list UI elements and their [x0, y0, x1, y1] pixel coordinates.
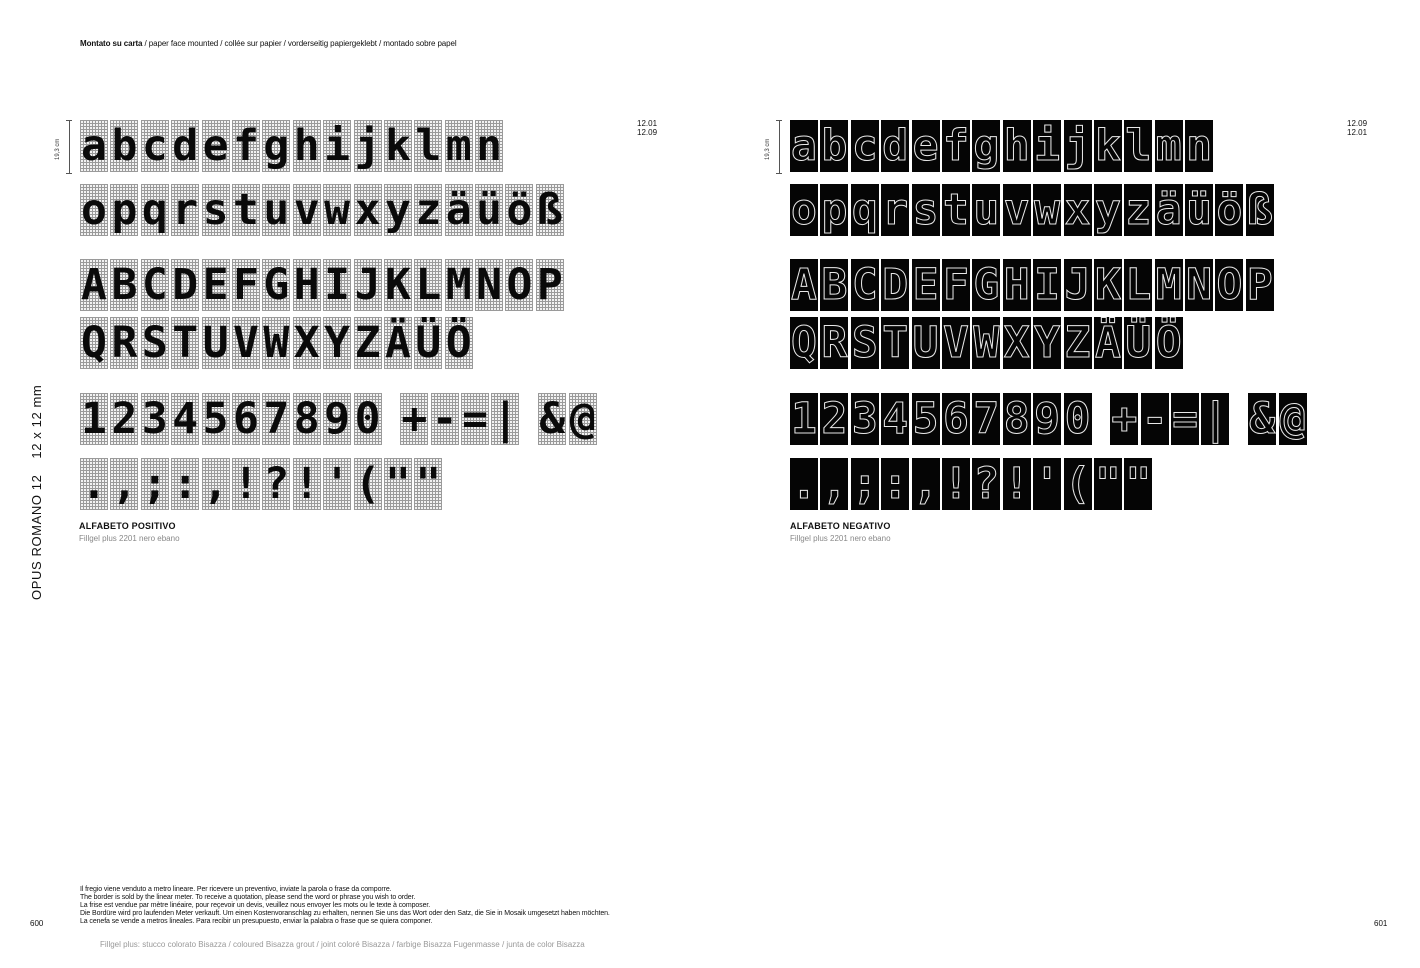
- negative-row-6: [790, 458, 1155, 510]
- tile-spacer: [522, 393, 536, 445]
- tile-spacer: [1094, 393, 1108, 445]
- negative-row-5: [790, 393, 1309, 445]
- letter-tile: m: [445, 121, 472, 171]
- letter-tile: (: [1064, 459, 1091, 509]
- letter-tile: d: [882, 121, 909, 171]
- letter-tile: .: [791, 459, 817, 509]
- letter-tile: i: [1034, 121, 1061, 171]
- letter-tile: :: [882, 459, 909, 509]
- letter-tile: V: [943, 318, 969, 368]
- letter-tile: f: [943, 121, 969, 171]
- order-notes: [80, 886, 610, 926]
- letter-tile: :: [172, 459, 199, 509]
- letter-tile: S: [851, 318, 878, 368]
- side-title: [29, 385, 44, 600]
- letter-tile: J: [354, 260, 381, 310]
- letter-tile: ": [1125, 459, 1152, 509]
- letter-tile: R: [821, 318, 848, 368]
- letter-tile: ü: [476, 185, 503, 235]
- letter-tile: x: [354, 185, 381, 235]
- letter-tile: Q: [81, 318, 107, 368]
- letter-tile: i: [324, 121, 351, 171]
- dimension-label-left: 19,3 cm: [55, 138, 61, 160]
- letter-tile: f: [233, 121, 259, 171]
- left-code-2: 12.09: [637, 128, 658, 137]
- letter-tile: w: [324, 185, 351, 235]
- letter-tile: M: [1155, 260, 1182, 310]
- header-bold: Montato su carta: [80, 39, 143, 48]
- letter-tile: X: [1003, 318, 1030, 368]
- letter-tile: N: [476, 260, 503, 310]
- letter-tile: M: [445, 260, 472, 310]
- letter-tile: D: [172, 260, 199, 310]
- letter-tile: d: [172, 121, 199, 171]
- letter-tile: l: [1125, 121, 1152, 171]
- letter-tile: m: [1155, 121, 1182, 171]
- letter-tile: ;: [851, 459, 878, 509]
- letter-tile: !: [943, 459, 969, 509]
- left-code-1: 12.01: [637, 119, 658, 128]
- letter-tile: 6: [233, 394, 259, 444]
- letter-tile: S: [141, 318, 168, 368]
- letter-tile: I: [324, 260, 351, 310]
- negative-row-3: [790, 259, 1276, 311]
- letter-tile: 7: [973, 394, 1000, 444]
- letter-tile: +: [401, 394, 428, 444]
- letter-tile: e: [912, 121, 939, 171]
- letter-tile: ,: [912, 459, 939, 509]
- letter-tile: U: [912, 318, 939, 368]
- letter-tile: a: [81, 121, 107, 171]
- letter-tile: T: [172, 318, 199, 368]
- letter-tile: Ö: [445, 318, 472, 368]
- tile-spacer: [384, 393, 398, 445]
- letter-tile: 5: [202, 394, 229, 444]
- letter-tile: Ä: [384, 318, 411, 368]
- letter-tile: ?: [973, 459, 1000, 509]
- letter-tile: 4: [882, 394, 909, 444]
- letter-tile: Ö: [1155, 318, 1182, 368]
- letter-tile: .: [81, 459, 107, 509]
- negative-row-2: [790, 184, 1276, 236]
- letter-tile: H: [1003, 260, 1030, 310]
- page-number-left: 600: [30, 919, 44, 928]
- letter-tile: E: [202, 260, 229, 310]
- letter-tile: 3: [141, 394, 168, 444]
- letter-tile: k: [384, 121, 411, 171]
- letter-tile: 5: [912, 394, 939, 444]
- letter-tile: g: [973, 121, 1000, 171]
- letter-tile: &: [1249, 394, 1276, 444]
- letter-tile: B: [111, 260, 138, 310]
- letter-tile: G: [973, 260, 1000, 310]
- note-en: The border is sold by the linear meter. To receive a quotation, please send the word or phrase you wish to order.: [80, 894, 416, 901]
- side-title-name: OPUS ROMANO 12: [29, 474, 44, 600]
- letter-tile: !: [1003, 459, 1030, 509]
- letter-tile: !: [293, 459, 320, 509]
- letter-tile: r: [882, 185, 909, 235]
- letter-tile: 8: [1003, 394, 1030, 444]
- letter-tile: 9: [324, 394, 351, 444]
- letter-tile: 7: [263, 394, 290, 444]
- right-code-2: 12.01: [1347, 128, 1368, 137]
- note-es: La cenefa se vende a metros lineales. Para recibir un presupuesto, enviar la palabra o frase que se quiera componer.: [80, 918, 433, 925]
- letter-tile: ": [1094, 459, 1121, 509]
- dimension-bracket-right: [776, 120, 782, 174]
- letter-tile: u: [263, 185, 290, 235]
- letter-tile: 0: [354, 394, 381, 444]
- dimension-bracket-left: [66, 120, 72, 174]
- positive-row-2: [80, 184, 566, 236]
- letter-tile: P: [536, 260, 563, 310]
- letter-tile: 1: [81, 394, 107, 444]
- letter-tile: k: [1094, 121, 1121, 171]
- letter-tile: 6: [943, 394, 969, 444]
- letter-tile: L: [415, 260, 442, 310]
- letter-tile: x: [1064, 185, 1091, 235]
- letter-tile: Q: [791, 318, 817, 368]
- letter-tile: L: [1125, 260, 1152, 310]
- letter-tile: H: [293, 260, 320, 310]
- grout-footer: Fillgel plus: stucco colorato Bisazza / coloured Bisazza grout / joint coloré Bisazza / farbige Bisazza Fugenmasse / junta de color Bisazza: [100, 940, 585, 949]
- letter-tile: ü: [1186, 185, 1213, 235]
- letter-tile: t: [943, 185, 969, 235]
- letter-tile: Y: [324, 318, 351, 368]
- letter-tile: X: [293, 318, 320, 368]
- letter-tile: s: [202, 185, 229, 235]
- letter-tile: z: [1125, 185, 1152, 235]
- tile-spacer: [1232, 393, 1246, 445]
- side-title-size: 12 x 12 mm: [29, 384, 44, 459]
- positive-row-1: [80, 120, 505, 172]
- letter-tile: r: [172, 185, 199, 235]
- letter-tile: g: [263, 121, 290, 171]
- letter-tile: l: [415, 121, 442, 171]
- letter-tile: N: [1186, 260, 1213, 310]
- letter-tile: v: [1003, 185, 1030, 235]
- letter-tile: c: [851, 121, 878, 171]
- letter-tile: I: [1034, 260, 1061, 310]
- letter-tile: F: [233, 260, 259, 310]
- letter-tile: |: [1202, 394, 1229, 444]
- letter-tile: h: [1003, 121, 1030, 171]
- letter-tile: U: [202, 318, 229, 368]
- letter-tile: 9: [1034, 394, 1061, 444]
- letter-tile: p: [821, 185, 848, 235]
- letter-tile: s: [912, 185, 939, 235]
- letter-tile: Z: [1064, 318, 1091, 368]
- letter-tile: 0: [1064, 394, 1091, 444]
- letter-tile: @: [569, 394, 596, 444]
- page-number-right: 601: [1374, 919, 1388, 928]
- letter-tile: ,: [202, 459, 229, 509]
- letter-tile: R: [111, 318, 138, 368]
- letter-tile: ": [415, 459, 442, 509]
- letter-tile: ": [384, 459, 411, 509]
- letter-tile: Y: [1034, 318, 1061, 368]
- letter-tile: C: [851, 260, 878, 310]
- dimension-label-right: 19,3 cm: [765, 138, 771, 160]
- caption-negative-title: ALFABETO NEGATIVO: [790, 521, 891, 531]
- letter-tile: ,: [111, 459, 138, 509]
- letter-tile: o: [81, 185, 107, 235]
- letter-tile: (: [354, 459, 381, 509]
- letter-tile: n: [476, 121, 503, 171]
- letter-tile: E: [912, 260, 939, 310]
- letter-tile: Ä: [1094, 318, 1121, 368]
- letter-tile: q: [851, 185, 878, 235]
- letter-tile: h: [293, 121, 320, 171]
- letter-tile: ': [324, 459, 351, 509]
- letter-tile: G: [263, 260, 290, 310]
- letter-tile: C: [141, 260, 168, 310]
- letter-tile: B: [821, 260, 848, 310]
- letter-tile: c: [141, 121, 168, 171]
- positive-row-4: [80, 317, 475, 369]
- letter-tile: D: [882, 260, 909, 310]
- letter-tile: t: [233, 185, 259, 235]
- positive-row-3: [80, 259, 566, 311]
- letter-tile: a: [791, 121, 817, 171]
- letter-tile: P: [1246, 260, 1273, 310]
- letter-tile: p: [111, 185, 138, 235]
- letter-tile: -: [431, 394, 458, 444]
- letter-tile: @: [1279, 394, 1306, 444]
- note-de: Die Bordüre wird pro laufenden Meter verkauft. Um einen Kostenvoranschlag zu erhalten, nennen Sie uns das Wort oder den Satz, die Sie in Mosaik umgesetzt haben möchten.: [80, 910, 610, 917]
- letter-tile: b: [111, 121, 138, 171]
- letter-tile: ä: [1155, 185, 1182, 235]
- negative-row-4: [790, 317, 1185, 369]
- letter-tile: 4: [172, 394, 199, 444]
- letter-tile: v: [293, 185, 320, 235]
- letter-tile: y: [1094, 185, 1121, 235]
- letter-tile: e: [202, 121, 229, 171]
- letter-tile: ?: [263, 459, 290, 509]
- letter-tile: V: [233, 318, 259, 368]
- letter-tile: j: [1064, 121, 1091, 171]
- letter-tile: q: [141, 185, 168, 235]
- letter-tile: ä: [445, 185, 472, 235]
- positive-row-5: [80, 393, 599, 445]
- caption-positive-sub: Fillgel plus 2201 nero ebano: [79, 534, 180, 543]
- letter-tile: W: [973, 318, 1000, 368]
- letter-tile: ö: [506, 185, 533, 235]
- letter-tile: K: [1094, 260, 1121, 310]
- letter-tile: y: [384, 185, 411, 235]
- note-fr: La frise est vendue par mètre linéaire, pour reçevoir un devis, veuillez nous envoyer les mots ou le texte à composer.: [80, 902, 431, 909]
- page-header: [80, 39, 457, 48]
- letter-tile: -: [1141, 394, 1168, 444]
- letter-tile: ,: [821, 459, 848, 509]
- letter-tile: w: [1034, 185, 1061, 235]
- letter-tile: ö: [1216, 185, 1243, 235]
- letter-tile: !: [233, 459, 259, 509]
- letter-tile: 1: [791, 394, 817, 444]
- letter-tile: z: [415, 185, 442, 235]
- letter-tile: |: [492, 394, 519, 444]
- letter-tile: ß: [536, 185, 563, 235]
- letter-tile: O: [1216, 260, 1243, 310]
- letter-tile: 3: [851, 394, 878, 444]
- negative-row-1: [790, 120, 1215, 172]
- letter-tile: 8: [293, 394, 320, 444]
- positive-row-6: [80, 458, 445, 510]
- letter-tile: u: [973, 185, 1000, 235]
- right-codes: [1347, 119, 1367, 137]
- letter-tile: O: [506, 260, 533, 310]
- letter-tile: T: [882, 318, 909, 368]
- letter-tile: =: [462, 394, 489, 444]
- letter-tile: Z: [354, 318, 381, 368]
- letter-tile: ß: [1246, 185, 1273, 235]
- letter-tile: n: [1186, 121, 1213, 171]
- letter-tile: W: [263, 318, 290, 368]
- letter-tile: o: [791, 185, 817, 235]
- letter-tile: &: [539, 394, 566, 444]
- letter-tile: Ü: [415, 318, 442, 368]
- right-code-1: 12.09: [1347, 119, 1368, 128]
- left-codes: [637, 119, 657, 137]
- letter-tile: A: [81, 260, 107, 310]
- header-rest: / paper face mounted / collée sur papier / vorderseitig papiergeklebt / montado sobre papel: [142, 39, 457, 48]
- letter-tile: j: [354, 121, 381, 171]
- letter-tile: J: [1064, 260, 1091, 310]
- caption-positive-title: ALFABETO POSITIVO: [79, 521, 176, 531]
- letter-tile: =: [1172, 394, 1199, 444]
- letter-tile: b: [821, 121, 848, 171]
- letter-tile: +: [1111, 394, 1138, 444]
- letter-tile: F: [943, 260, 969, 310]
- letter-tile: ': [1034, 459, 1061, 509]
- letter-tile: A: [791, 260, 817, 310]
- caption-negative-sub: Fillgel plus 2201 nero ebano: [790, 534, 891, 543]
- letter-tile: K: [384, 260, 411, 310]
- note-it: Il fregio viene venduto a metro lineare. Per ricevere un preventivo, inviate la parola o frase da comporre.: [80, 886, 392, 893]
- letter-tile: 2: [111, 394, 138, 444]
- letter-tile: ;: [141, 459, 168, 509]
- letter-tile: Ü: [1125, 318, 1152, 368]
- letter-tile: 2: [821, 394, 848, 444]
